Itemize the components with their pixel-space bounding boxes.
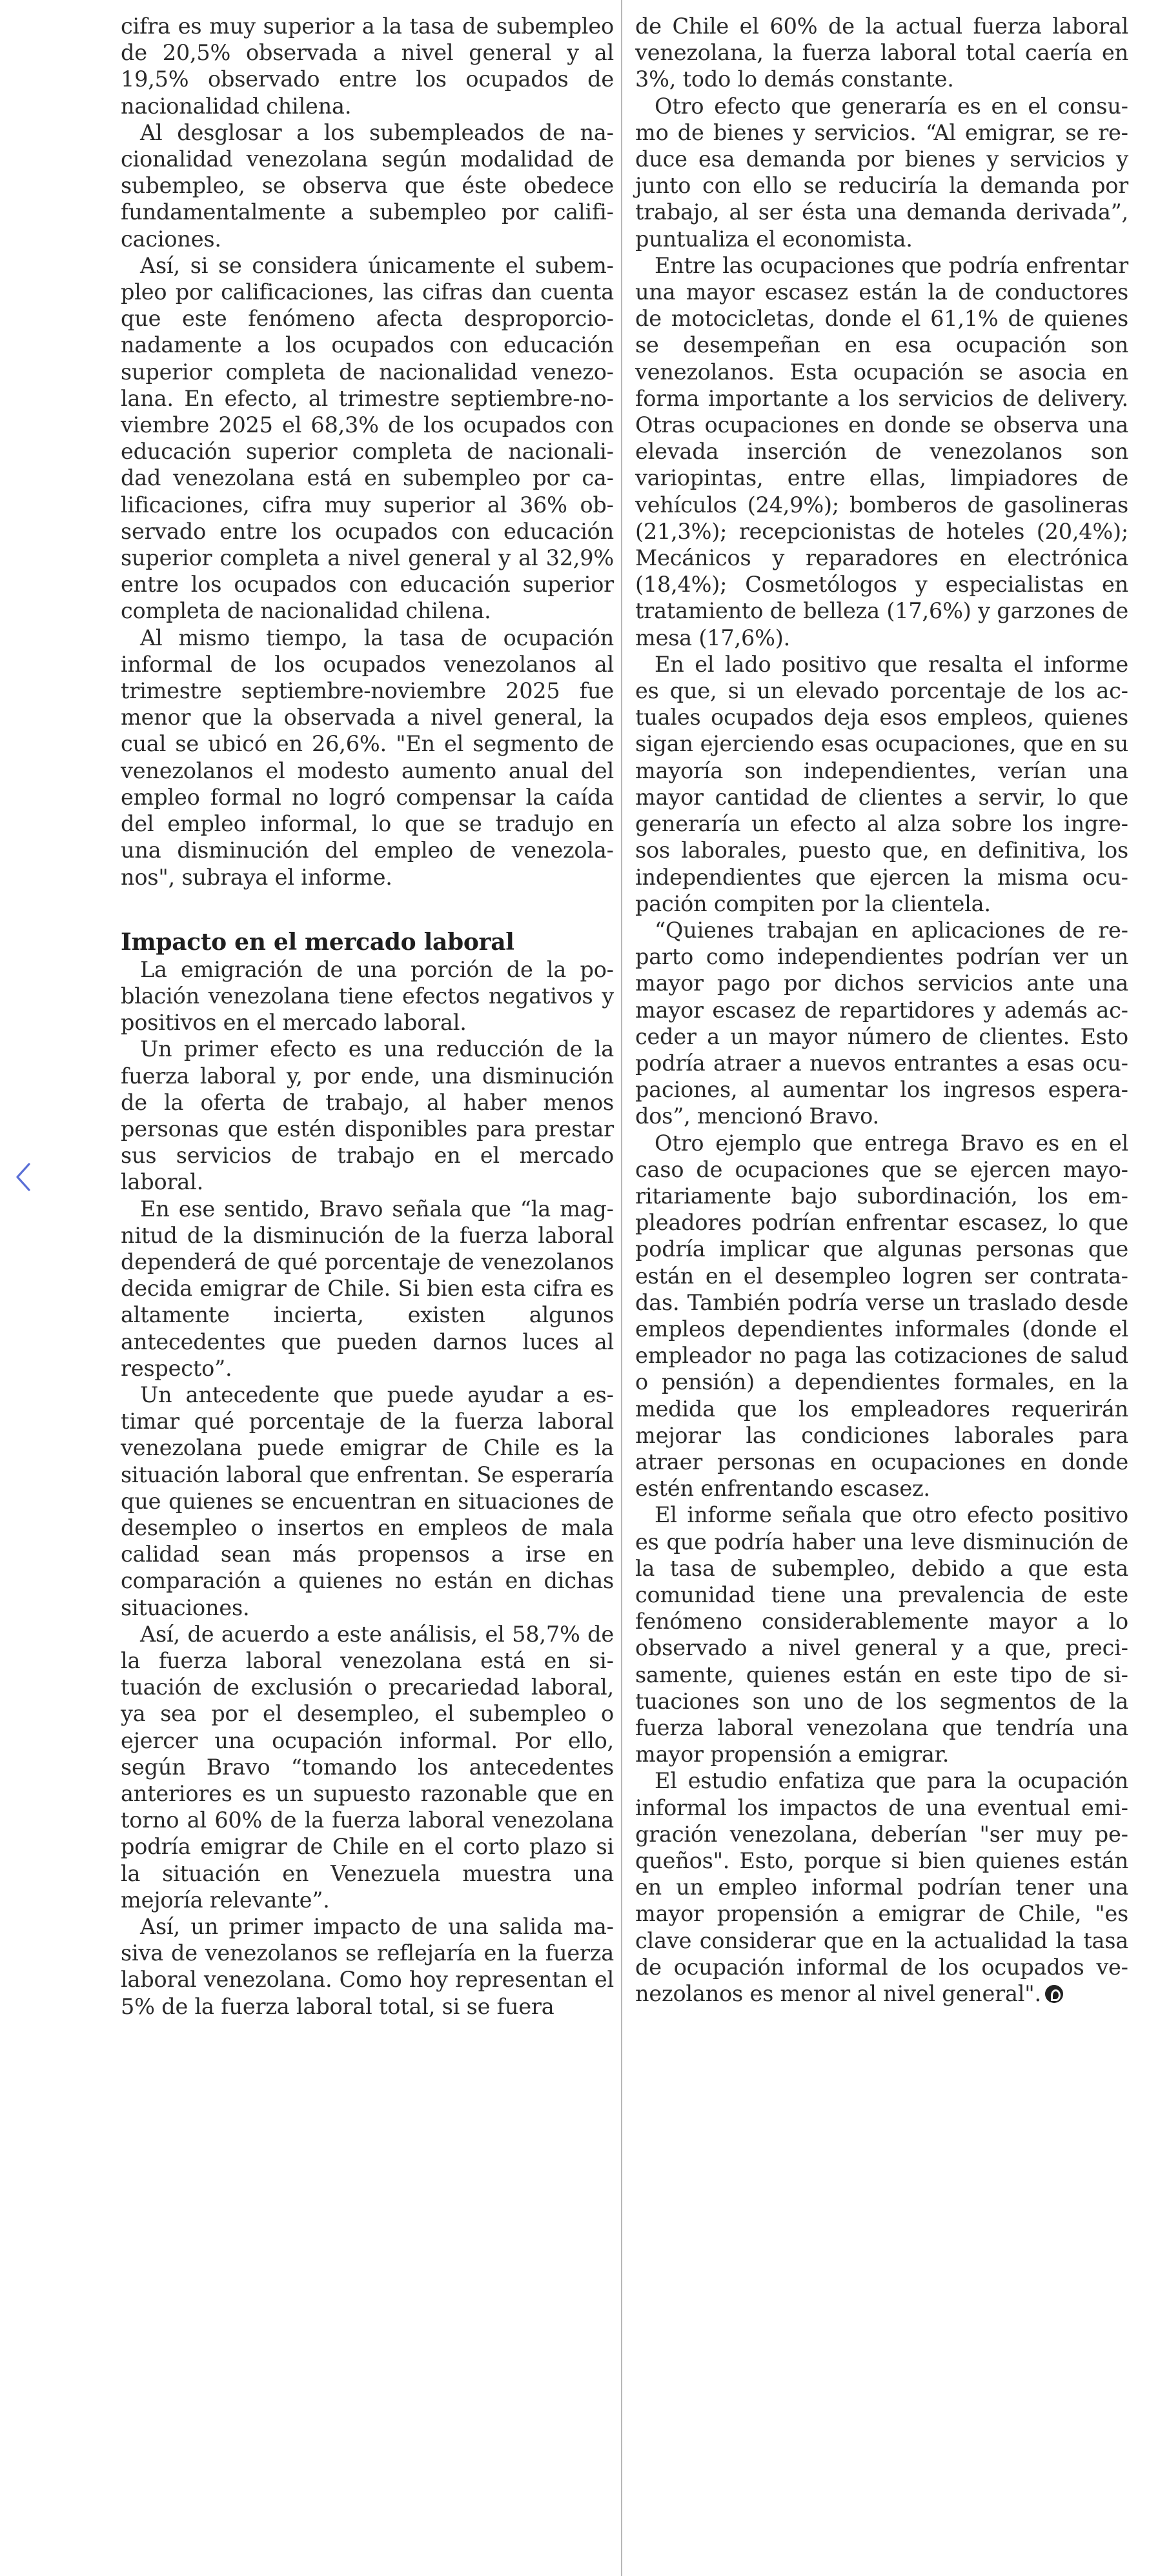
paragraph: Así, un primer impacto de una salida masiva de venezolanos se reflejaría en la fuerza laboral venezolana. Como hoy representan el 5% de la fuerza laboral total, si se fuera <box>121 1914 614 2019</box>
chevron-left-icon <box>15 1162 32 1192</box>
paragraph: Así, si se considera únicamente el subempleo por calificaciones, las cifras dan cuenta que este fenómeno afecta desproporcionadamente a los ocupados con educación superior completa de nacionalidad venezolana. En efecto, al trimestre septiembre-noviembre 2025 el 68,3% de los ocupados con educación superior completa de nacionalidad venezolana está en subempleo por calificaciones, cifra muy superior al 36% observado entre los ocupados con educación superior completa a nivel general y al 32,9% entre los ocupados con educación superior completa de nacionalidad chilena. <box>121 252 614 624</box>
paragraph: Un antecedente que puede ayudar a estimar qué porcentaje de la fuerza laboral venezolana puede emigrar de Chile es la situación laboral que enfrentan. Se esperaría que quienes se encuentran en situaciones de desempleo o insertos en empleos de mala calidad sean más propensos a irse en comparación a quienes no están en dichas situaciones. <box>121 1382 614 1620</box>
paragraph: Entre las ocupaciones que podría enfrentar una mayor escasez están la de conductores de motocicletas, donde el 61,1% de quienes se desempeñan en esa ocupación son venezolanos. Esta ocupación se asocia en forma importante a los servicios de delivery. Otras ocupaciones en donde se observa una elevada inserción de venezolanos son variopintas, entre ellas, limpiadores de vehículos (24,9%); bomberos de gasolineras (21,3%); recepcionistas de hoteles (20,4%); Mecánicos y reparadores en electrónica (18,4%); Cosmetólogos y especialistas en tratamiento de belleza (17,6%) y garzones de mesa (17,6%). <box>635 252 1128 650</box>
paragraph: cifra es muy superior a la tasa de subempleo de 20,5% observada a nivel general y al 19,5% observado entre los ocupados de nacionalidad chilena. <box>121 14 614 119</box>
paragraph: El informe señala que otro efecto positivo es que podría haber una leve disminución de la tasa de subempleo, debido a que esta comunidad tiene una prevalencia de este fenómeno considerablemente mayor a lo observado a nivel general y a que, precisamente, quienes están en este tipo de situaciones son uno de los segmentos de la fuerza laboral venezolana que tendría una mayor propensión a emigrar. <box>635 1502 1128 1767</box>
paragraph: En ese sentido, Bravo señala que “la magnitud de la disminución de la fuerza laboral dependerá de qué porcentaje de venezolanos decida emigrar de Chile. Si bien esta cifra es altamente incierta, existen algunos antecedentes que pueden darnos luces al respecto”. <box>121 1196 614 1381</box>
paragraph: Otro efecto que generaría es en el consumo de bienes y servicios. “Al emigrar, se reduce esa demanda por bienes y servicios y junto con ello se reduciría la demanda por trabajo, al ser ésta una demanda derivada”, puntualiza el economista. <box>635 93 1128 252</box>
right-column <box>635 13 1128 2007</box>
column-divider <box>621 0 622 2576</box>
end-of-article-icon <box>1045 1985 1063 2003</box>
paragraph: En el lado positivo que resalta el informe es que, si un elevado porcentaje de los actuales ocupados deja esos empleos, quienes sigan ejerciendo esas ocupaciones, que en su mayoría son independientes, verían una mayor cantidad de clientes a servir, lo que generaría un efecto al alza sobre los ingresos laborales, puesto que, en definitiva, los independientes que ejercen la misma ocupación compiten por la clientela. <box>635 651 1128 916</box>
paragraph: Al desglosar a los subempleados de nacionalidad venezolana según modalidad de subempleo, se observa que éste obedece fundamentalmente a subempleo por calificaciones. <box>121 119 614 252</box>
paragraph-final <box>635 1767 1128 2007</box>
paragraph: “Quienes trabajan en aplicaciones de reparto como independientes podrían ver un mayor pago por dichos servicios ante una mayor escasez de repartidores y además acceder a un mayor número de clientes. Esto podría atraer a nuevos entrantes a esas ocupaciones, al aumentar los ingresos esperados”, mencionó Bravo. <box>635 917 1128 1129</box>
paragraph: de Chile el 60% de la actual fuerza laboral venezolana, la fuerza laboral total caería en 3%, todo lo demás constante. <box>635 14 1128 92</box>
paragraph: Un primer efecto es una reducción de la fuerza laboral y, por ende, una disminución de la oferta de trabajo, al haber menos personas que estén disponibles para prestar sus servicios de trabajo en el mercado laboral. <box>121 1036 614 1195</box>
back-button[interactable] <box>9 1154 37 1200</box>
paragraph: Al mismo tiempo, la tasa de ocupación informal de los ocupados venezolanos al trimestre septiembre-noviembre 2025 fue menor que la observada a nivel general, la cual se ubicó en 26,6%. "En el segmento de venezolanos el modesto aumento anual del empleo formal no logró compensar la caída del empleo informal, lo que se tradujo en una disminución del empleo de venezolanos", subraya el informe. <box>121 625 614 890</box>
final-paragraph-text: El estudio enfatiza que para la ocupación informal los impactos de una eventual emigración venezolana, deberían "ser muy pequeños". Esto, porque si bien quienes están en un empleo informal podrían tener una mayor propensión a emigrar de Chile, "es clave considerar que en la actualidad la tasa de ocupación informal de los ocupados venezolanos es menor al nivel general". <box>635 1768 1128 2007</box>
left-column <box>121 13 614 2020</box>
paragraph: La emigración de una porción de la población venezolana tiene efectos negativos y positivos en el mercado laboral. <box>121 956 614 1036</box>
paragraph: Así, de acuerdo a este análisis, el 58,7% de la fuerza laboral venezolana está en situación de exclusión o precariedad laboral, ya sea por el desempleo, el subempleo o ejercer una ocupación informal. Por ello, según Bravo “tomando los antecedentes anteriores es un supuesto razonable que en torno al 60% de la fuerza laboral venezolana podría emigrar de Chile en el corto plazo si la situación en Venezuela muestra una mejoría relevante”. <box>121 1621 614 1913</box>
section-heading: Impacto en el mercado laboral <box>121 928 514 956</box>
paragraph: Otro ejemplo que entrega Bravo es en el caso de ocupaciones que se ejercen mayoritariamente bajo subordinación, los empleadores podrían enfrentar escasez, lo que podría implicar que algunas personas que están en el desempleo logren ser contratadas. También podría verse un traslado desde empleos dependientes informales (donde el empleador no paga las cotizaciones de salud o pensión) a dependientes formales, en la medida que los empleadores requerirán mejorar las condiciones laborales para atraer personas en ocupaciones en donde estén enfrentando escasez. <box>635 1130 1128 1502</box>
